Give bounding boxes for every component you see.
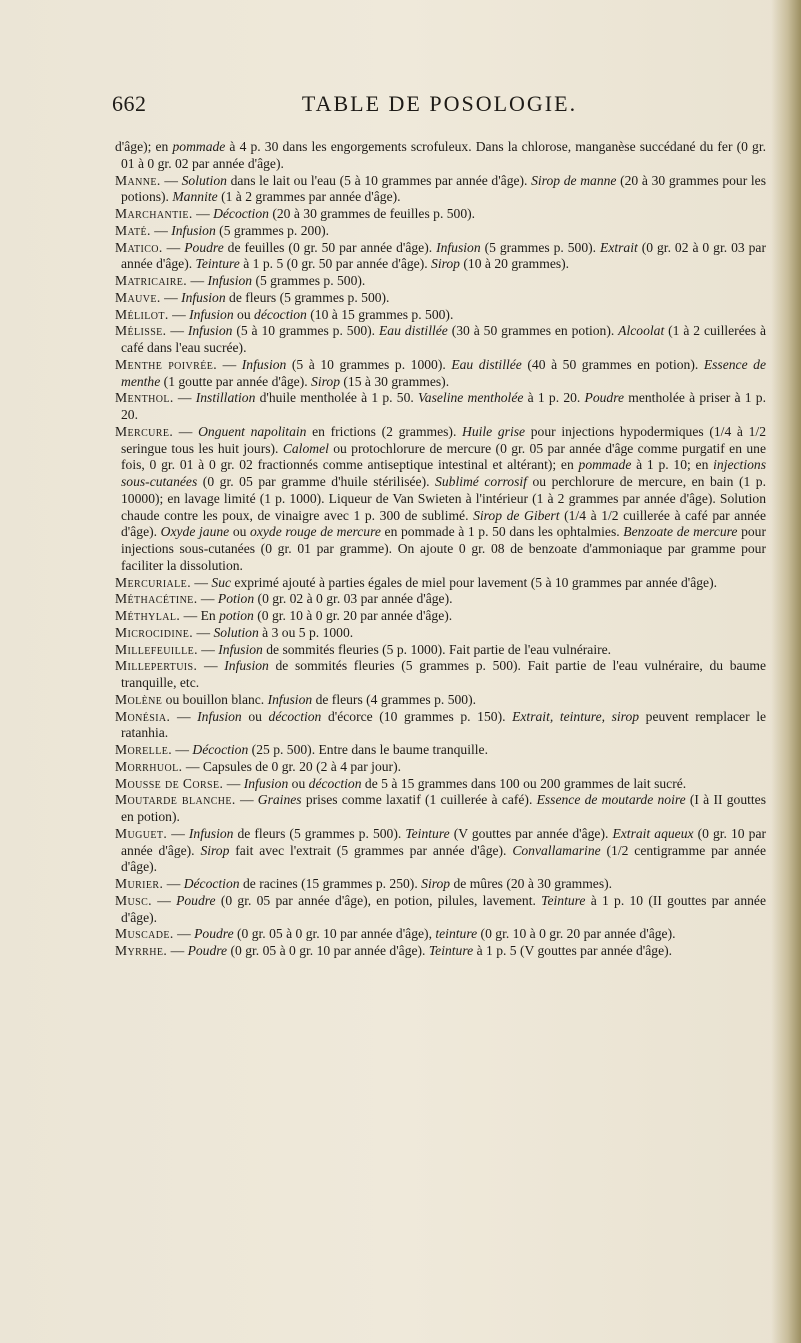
entry-term: Matico.: [115, 239, 163, 255]
entry-text: de feuilles (0 gr. 50 par année d'âge).: [223, 239, 437, 255]
posology-entry: [115, 323, 766, 357]
entry-text: (15 à 30 grammes).: [340, 373, 450, 389]
entry-italic-text: Essence de moutarde noire: [536, 792, 686, 808]
entry-text: (0 gr. 02 à 0 gr. 03 par année d'âge).: [254, 591, 453, 607]
entry-text: —: [197, 658, 225, 674]
entry-text: (0 gr. 05 à 0 gr. 10 par année d'âge).: [227, 943, 429, 958]
entry-italic-text: décoction: [308, 775, 362, 791]
entry-text: d'écorce (10 grammes p. 150).: [321, 708, 513, 724]
posology-entry: [115, 290, 766, 307]
entry-text: —: [187, 273, 208, 288]
entry-italic-text: Infusion: [241, 356, 287, 372]
entry-term: Myrrhe.: [115, 943, 168, 958]
entry-italic-text: Infusion: [187, 323, 233, 339]
entry-term: Musc.: [115, 892, 152, 908]
entry-italic-text: Alcoolat: [618, 323, 665, 339]
entry-text: —: [170, 708, 198, 724]
entry-term: Matricaire.: [115, 273, 188, 288]
entry-term: Maté.: [115, 222, 151, 238]
entry-italic-text: Infusion: [189, 306, 234, 322]
entry-text: à 4 p. 30 dans les engorgements scrofuleux. Dans la chlorose, manganèse succédané du fer (0 gr. 01 à 0 gr. 02 par année d'âge).: [121, 139, 766, 171]
entry-text: ou: [241, 708, 269, 724]
posology-entry: [115, 424, 766, 575]
entry-italic-text: Poudre: [184, 239, 224, 255]
posology-entry: [115, 139, 766, 173]
entry-text: —: [162, 239, 185, 255]
entry-italic-text: décoction: [268, 708, 322, 724]
entry-text: (V gouttes par année d'âge).: [449, 825, 613, 841]
posology-entry: [115, 876, 766, 893]
entry-text: (40 à 50 grammes en potion).: [521, 356, 704, 372]
posology-entry: [115, 273, 766, 290]
entry-text: —: [160, 172, 182, 188]
posology-entry: [115, 943, 766, 960]
entry-text: (5 à 10 grammes p. 500).: [232, 323, 379, 339]
entry-italic-text: teinture: [435, 926, 478, 942]
posology-entry: [115, 642, 766, 659]
entry-text: —: [150, 222, 172, 238]
posology-entry: [115, 759, 766, 776]
posology-entry: [115, 173, 766, 207]
entry-term: Moutarde blanche.: [115, 792, 236, 808]
entry-italic-text: Teinture: [428, 943, 474, 958]
entry-text: en frictions (2 grammes).: [306, 423, 463, 439]
entry-text: d'huile mentholée à 1 p. 50.: [255, 390, 419, 406]
entry-italic-text: Extrait, teinture, sirop: [512, 708, 640, 724]
entry-term: Millefeuille.: [115, 641, 198, 657]
entry-text: à 3 ou 5 p. 1000.: [258, 624, 354, 640]
entry-text: —: [197, 591, 218, 607]
posology-entry: [115, 742, 766, 759]
posology-entry: [115, 206, 766, 223]
entry-text: —: [193, 624, 214, 640]
entry-term: Menthe poivrée.: [115, 356, 218, 372]
entry-text: —: [172, 742, 193, 757]
entry-italic-text: décoction: [254, 306, 307, 322]
entry-text: de 5 à 15 grammes dans 100 ou 200 grammes de lait sucré.: [361, 775, 687, 791]
posology-entry: [115, 776, 766, 793]
entry-text: (0 gr. 05 par gramme d'huile stérilisée).: [197, 474, 436, 489]
entry-italic-text: Teinture: [405, 825, 450, 841]
entry-text: (1 à 2 grammes par année d'âge).: [217, 189, 401, 205]
entry-italic-text: Onguent napolitain: [198, 423, 307, 439]
entry-term: Marchantie.: [115, 206, 193, 221]
entry-text: ou: [229, 524, 251, 540]
entry-text: —: [167, 825, 189, 841]
entry-term: Mauve.: [115, 289, 161, 305]
entry-term: Mercuriale.: [115, 574, 191, 590]
entry-italic-text: Infusion: [188, 825, 234, 841]
entry-italic-text: Solution: [181, 172, 227, 188]
posology-entry: [115, 826, 766, 876]
entry-text: (1 goutte par année d'âge).: [160, 373, 312, 389]
entry-italic-text: pommade: [172, 139, 226, 154]
entry-text: —: [163, 876, 184, 891]
entry-text: (1/2 centigramme par année d'âge).: [121, 842, 766, 875]
entry-term: Morelle.: [115, 742, 173, 757]
entry-italic-text: Sirop de Gibert: [473, 507, 560, 523]
posology-entry: [115, 591, 766, 608]
entry-text: —: [160, 289, 182, 305]
entry-italic-text: Teinture: [195, 256, 240, 272]
entry-text: de fleurs (5 grammes p. 500).: [225, 289, 390, 305]
entry-italic-text: Benzoate de mercure: [623, 524, 738, 540]
entry-italic-text: Suc: [211, 574, 232, 590]
entry-italic-text: Huile grise: [462, 423, 526, 439]
entry-text: —: [173, 390, 196, 406]
entry-italic-text: Instillation: [195, 390, 256, 406]
entry-text: —: [151, 892, 177, 908]
entry-text: (20 à 30 grammes de feuilles p. 500).: [268, 206, 476, 221]
entry-text: ou protochlorure de mercure (0 gr. 05 par année d'âge comme purgatif en une fois, 0 gr. 01 à 0 gr. 02 fractionnés comme antiseptique intestinal et altérant); en: [121, 440, 766, 473]
entry-italic-text: Essence de menthe: [121, 356, 766, 389]
entry-text: peuvent remplacer le ratanhia.: [121, 708, 767, 741]
entry-term: Méthylal.: [115, 608, 181, 623]
entry-italic-text: Eau distillée: [378, 323, 448, 339]
entry-text: ou: [288, 775, 309, 791]
entry-italic-text: pommade: [578, 457, 632, 473]
entry-text: — En: [180, 608, 220, 623]
entry-italic-text: Infusion: [181, 289, 226, 305]
entry-term: Morrhuol.: [115, 758, 183, 774]
entry-text: (5 grammes p. 200).: [215, 222, 330, 238]
entry-italic-text: Oxyde jaune: [160, 524, 230, 540]
entry-term: Microcidine.: [115, 624, 194, 640]
entry-term: Méthacétine.: [115, 591, 198, 607]
entry-italic-text: Calomel: [282, 440, 329, 456]
entry-text: (20 à 30 grammes pour les potions).: [121, 172, 766, 205]
entry-text: (0 gr. 10 à 0 gr. 20 par année d'âge).: [253, 608, 453, 623]
entry-text: —: [191, 574, 212, 590]
entry-text: dans le lait ou l'eau (5 à 10 grammes par année d'âge).: [226, 172, 532, 188]
entry-text: —: [167, 943, 188, 958]
entry-term: Murier.: [115, 876, 164, 891]
entry-text: d'âge); en: [115, 139, 173, 154]
entry-term: Millepertuis.: [115, 658, 198, 674]
entry-text: exprimé ajouté à parties égales de miel pour lavement (5 à 10 grammes par année d'âge).: [231, 574, 717, 590]
entry-italic-text: Infusion: [267, 691, 313, 707]
entry-term: Menthol.: [115, 390, 174, 406]
entry-italic-text: Sirop: [200, 842, 230, 858]
entry-italic-text: Convallamarine: [512, 842, 601, 858]
entry-term: Manne.: [115, 172, 161, 188]
entry-text: de fleurs (5 grammes p. 500).: [233, 825, 406, 841]
entry-text: de racines (15 grammes p. 250).: [239, 876, 422, 891]
page-edge-shadow: [771, 0, 801, 1343]
entry-text: (10 à 20 grammes).: [459, 256, 570, 272]
posology-entry: [115, 692, 766, 709]
entry-italic-text: Infusion: [197, 708, 242, 724]
entry-italic-text: Extrait: [600, 239, 638, 255]
posology-entry: [115, 658, 766, 692]
entry-text: à 1 p. 10 (II gouttes par année d'âge).: [121, 892, 766, 925]
entry-italic-text: potion: [219, 608, 254, 623]
entry-text: à 1 p. 10; en: [631, 457, 714, 473]
entry-term: Mercure.: [115, 423, 174, 439]
entry-text: fait avec l'extrait (5 grammes par année d'âge).: [229, 842, 513, 858]
entry-text: (0 gr. 05 par année d'âge), en potion, pilules, lavement.: [215, 892, 542, 908]
entry-italic-text: Poudre: [194, 926, 234, 942]
posology-entry: [115, 307, 766, 324]
entry-italic-text: Infusion: [207, 273, 253, 288]
entry-italic-text: Infusion: [224, 658, 269, 674]
entry-italic-text: Sirop: [421, 876, 451, 891]
entry-text: —: [173, 926, 195, 942]
entry-text: —: [217, 356, 242, 372]
entry-italic-text: Infusion: [171, 222, 216, 238]
posology-entry: [115, 390, 766, 424]
entry-term: Monésia.: [115, 708, 171, 724]
posology-entry: [115, 608, 766, 625]
entry-italic-text: Potion: [217, 591, 255, 607]
entry-text: —: [173, 423, 199, 439]
entry-text: (5 grammes p. 500).: [480, 239, 601, 255]
posology-entry: [115, 893, 766, 927]
entry-text: de fleurs (4 grammes p. 500).: [312, 691, 477, 707]
entry-italic-text: Poudre: [584, 390, 625, 406]
entry-italic-text: Extrait aqueux: [612, 825, 694, 841]
entry-text: —: [166, 323, 188, 339]
entry-italic-text: Décoction: [183, 876, 240, 891]
entry-text: (0 gr. 02 à 0 gr. 03 par année d'âge).: [121, 239, 766, 272]
entry-term: Mélisse.: [115, 323, 167, 339]
entry-italic-text: Teinture: [541, 892, 586, 908]
entry-text: (5 à 10 grammes p. 1000).: [286, 356, 452, 372]
entry-text: (0 gr. 10 à 0 gr. 20 par année d'âge).: [477, 926, 676, 942]
entry-term: Mélilot.: [115, 306, 169, 322]
entry-italic-text: Graines: [257, 792, 302, 808]
entry-italic-text: Vaseline mentholée: [418, 390, 524, 406]
entry-text: à 1 p. 20.: [523, 390, 585, 406]
entry-text: de sommités fleuries (5 p. 1000). Fait partie de l'eau vulnéraire.: [262, 641, 612, 657]
entry-text: —: [235, 792, 258, 808]
page-header: [112, 91, 767, 121]
entry-text: ou bouillon blanc.: [162, 691, 268, 707]
posology-entry: [115, 625, 766, 642]
entry-text: en pommade à 1 p. 50 dans les ophtalmies.: [380, 524, 624, 540]
entry-text: (1/4 à 1/2 cuillerée à café par année d'âge).: [121, 507, 766, 540]
entry-text: (I à II gouttes en potion).: [121, 792, 766, 824]
entry-text: (0 gr. 05 à 0 gr. 10 par année d'âge),: [233, 926, 436, 942]
entry-text: ou perchlorure de mercure, en bain (1 p. 10000); en lavage limité (1 p. 1000). Liqueur de Van Swieten à l'intérieur (1 à 2 grammes par année d'âge). Solution chaude contre les poux, de vinaigre avec 1 p. 300 de sublimé.: [121, 474, 767, 523]
entry-text: de sommités fleuries (5 grammes p. 500). Fait partie de l'eau vulnéraire, du baume tranquille, etc.: [121, 658, 766, 690]
entry-text: de mûres (20 à 30 grammes).: [450, 876, 613, 891]
entry-text: à 1 p. 5 (V gouttes par année d'âge).: [473, 943, 673, 958]
entry-text: mentholée à priser à 1 p. 20.: [121, 390, 766, 422]
entry-text: —: [197, 641, 219, 657]
entry-term: Molène: [115, 691, 163, 707]
entry-text: (1 à 2 cuillerées à café dans l'eau sucrée).: [121, 323, 766, 355]
entry-text: —: [192, 206, 214, 221]
entry-italic-text: oxyde rouge de mercure: [250, 524, 381, 540]
entry-italic-text: Poudre: [176, 892, 216, 908]
entry-italic-text: Eau distillée: [451, 356, 522, 372]
entry-italic-text: Mannite: [172, 189, 218, 205]
page-number: 662: [112, 91, 147, 116]
posology-entry: [115, 709, 766, 743]
entry-text: à 1 p. 5 (0 gr. 50 par année d'âge).: [239, 256, 432, 272]
running-title: TABLE DE POSOLOGIE.: [301, 91, 578, 116]
posology-entry: [115, 575, 766, 592]
entry-text: (5 grammes p. 500).: [252, 273, 366, 288]
entry-italic-text: Sirop: [431, 256, 460, 272]
entry-text: prises comme laxatif (1 cuillerée à café).: [301, 792, 537, 808]
entry-italic-text: Décoction: [213, 206, 269, 221]
entry-term: Mousse de Corse.: [115, 775, 224, 791]
entry-italic-text: Infusion: [243, 775, 289, 791]
entry-text: —: [168, 306, 190, 322]
entry-italic-text: Sublimé corrosif: [435, 474, 527, 489]
entry-text: pour injections hypodermiques (1/4 à 1/2 seringue tous les huit jours).: [121, 423, 766, 456]
posology-entries: [115, 139, 766, 960]
entry-text: — Capsules de 0 gr. 20 (2 à 4 par jour).: [182, 758, 402, 774]
entry-italic-text: Sirop de manne: [531, 172, 617, 188]
entry-text: (25 p. 500). Entre dans le baume tranquille.: [248, 742, 488, 757]
entry-text: pour injections sous-cutanées (0 gr. 01 par gramme). On ajoute 0 gr. 08 de benzoate d'ammoniaque par gramme pour faciliter la dissolution.: [121, 524, 766, 573]
entry-italic-text: Décoction: [192, 742, 249, 757]
entry-italic-text: Solution: [213, 624, 259, 640]
posology-entry: [115, 926, 766, 943]
entry-text: (0 gr. 10 par année d'âge).: [121, 825, 767, 858]
entry-italic-text: Infusion: [436, 239, 481, 255]
entry-term: Muguet.: [115, 825, 168, 841]
entry-text: (10 à 15 grammes p. 500).: [306, 306, 454, 322]
entry-italic-text: Sirop: [311, 373, 340, 389]
entry-italic-text: Infusion: [218, 641, 263, 657]
posology-entry: [115, 357, 766, 391]
posology-entry: [115, 792, 766, 826]
entry-italic-text: Poudre: [187, 943, 228, 958]
posology-entry: [115, 223, 766, 240]
posology-entry: [115, 240, 766, 274]
entry-term: Muscade.: [115, 926, 174, 942]
entry-text: —: [223, 775, 244, 791]
entry-text: ou: [233, 306, 255, 322]
entry-italic-text: injections sous-cutanées: [121, 457, 766, 489]
entry-text: (30 à 50 grammes en potion).: [447, 323, 619, 339]
